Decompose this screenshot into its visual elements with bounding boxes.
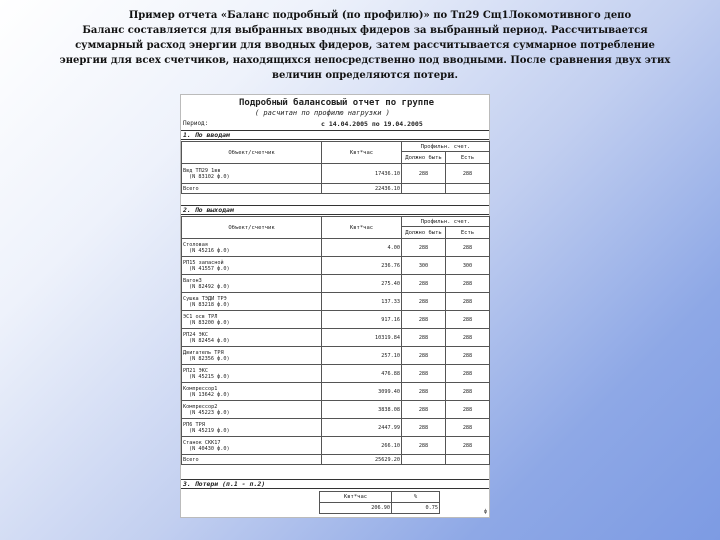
header-should: Должно быть	[402, 227, 446, 239]
report-subtitle: ( расчитан по профилю нагрузки )	[255, 109, 390, 117]
actual-value: 288	[446, 164, 490, 184]
header-profiles: Профильн. счет.	[402, 217, 490, 227]
kwh-value: 2447.99	[322, 419, 402, 437]
should-value: 288	[402, 383, 446, 401]
kwh-value: 3099.40	[322, 383, 402, 401]
object-name: РП21 ЭКС	[183, 367, 208, 374]
section-outputs-heading: 2. По выходам	[181, 205, 489, 215]
corner-mark: ф	[483, 509, 487, 515]
meter-id: (N 82356 ф.0)	[189, 355, 230, 362]
should-value: 288	[402, 164, 446, 184]
actual-value: 288	[446, 383, 490, 401]
meter-id: (N 83200 ф.0)	[189, 319, 230, 326]
header-profiles: Профильн. счет.	[402, 142, 490, 152]
kwh-value: 4.00	[322, 239, 402, 257]
actual-value: 300	[446, 257, 490, 275]
kwh-value: 917.16	[322, 311, 402, 329]
meter-id: (N 45216 ф.0)	[189, 247, 230, 254]
object-name: Ввд ТП29 1вв	[183, 167, 221, 174]
kwh-value: 236.76	[322, 257, 402, 275]
table-row	[182, 437, 490, 455]
meter-id: (N 83218 ф.0)	[189, 301, 230, 308]
kwh-value: 17436.10	[322, 164, 402, 184]
losses-table	[319, 491, 440, 514]
meter-id: (N 82454 ф.0)	[189, 337, 230, 344]
losses-kwh-value: 206.90	[320, 503, 392, 514]
should-value: 288	[402, 401, 446, 419]
object-name: РП6 ТРЯ	[183, 421, 205, 428]
actual-value: 288	[446, 311, 490, 329]
kwh-value: 10319.84	[322, 329, 402, 347]
should-value: 288	[402, 347, 446, 365]
total-label: Всего	[182, 184, 322, 194]
should-value: 288	[402, 239, 446, 257]
slide-description: Баланс составляется для выбранных вводных фидеров за выбранный период. Рассчитывается суммарный расход энергии для вводных фидеров, затем рассчитывается суммарное потребление энергии для всех счетчиков, находящихся непосредственно под вводными. После сравнения двух этих величин определяются потери.	[59, 25, 671, 81]
outputs-table	[181, 216, 490, 465]
header-kwh: Квт*час	[322, 217, 402, 239]
table-row	[182, 401, 490, 419]
actual-value: 288	[446, 365, 490, 383]
section-losses-heading: 3. Потери (п.1 - п.2)	[181, 479, 489, 489]
kwh-value: 257.10	[322, 347, 402, 365]
meter-id: (N 45219 ф.0)	[189, 427, 230, 434]
kwh-value: 266.10	[322, 437, 402, 455]
kwh-value: 476.88	[322, 365, 402, 383]
actual-value: 288	[446, 293, 490, 311]
period-value: с 14.04.2005 по 19.04.2005	[321, 120, 423, 128]
header-actual: Есть	[446, 227, 490, 239]
total-row	[182, 455, 490, 465]
header-actual: Есть	[446, 152, 490, 164]
meter-id: (N 83102 ф.0)	[189, 173, 230, 180]
meter-id: (N 40430 ф.0)	[189, 445, 230, 452]
report-title: Подробный балансовый отчет по группе	[239, 98, 435, 108]
period-label: Период:	[183, 120, 209, 127]
should-value: 288	[402, 365, 446, 383]
kwh-value: 3838.08	[322, 401, 402, 419]
actual-value: 288	[446, 275, 490, 293]
total-value: 25629.20	[322, 455, 402, 465]
should-value: 288	[402, 293, 446, 311]
total-row	[182, 184, 490, 194]
actual-value: 288	[446, 329, 490, 347]
table-row	[182, 365, 490, 383]
actual-value: 288	[446, 239, 490, 257]
slide-text	[0, 8, 720, 83]
object-name: Двигатель ТРЯ	[183, 349, 224, 356]
table-row	[182, 329, 490, 347]
actual-value: 288	[446, 419, 490, 437]
should-value: 288	[402, 419, 446, 437]
object-name: ЭС1 осв ТРЛ	[183, 313, 218, 320]
meter-id: (N 82492 ф.0)	[189, 283, 230, 290]
header-object: Объект/счетчик	[182, 217, 322, 239]
actual-value: 288	[446, 437, 490, 455]
object-name: РП15 запасной	[183, 259, 224, 266]
meter-id: (N 13642 ф.0)	[189, 391, 230, 398]
losses-pct-value: 0.75	[392, 503, 440, 514]
table-row	[182, 311, 490, 329]
header-should: Должно быть	[402, 152, 446, 164]
table-row	[182, 257, 490, 275]
meter-id: (N 41557 ф.0)	[189, 265, 230, 272]
table-row	[182, 275, 490, 293]
slide-title: Пример отчета «Баланс подробный (по профилю)» по Тп29 Сщ1Локомотивного депо	[128, 10, 632, 21]
object-name: Станок СКК17	[183, 439, 221, 446]
losses-pct-header: %	[392, 492, 440, 503]
losses-kwh-header: Квт*час	[320, 492, 392, 503]
should-value: 300	[402, 257, 446, 275]
table-row	[182, 347, 490, 365]
report-scan	[180, 94, 490, 518]
header-kwh: Квт*час	[322, 142, 402, 164]
meter-id: (N 45223 ф.0)	[189, 409, 230, 416]
should-value: 288	[402, 275, 446, 293]
table-row	[182, 239, 490, 257]
should-value: 288	[402, 329, 446, 347]
actual-value: 288	[446, 401, 490, 419]
kwh-value: 275.40	[322, 275, 402, 293]
total-value: 22436.10	[322, 184, 402, 194]
table-row	[182, 383, 490, 401]
kwh-value: 137.33	[322, 293, 402, 311]
object-name: Столовая	[183, 241, 208, 248]
table-row	[182, 293, 490, 311]
object-name: Вагон3	[183, 277, 202, 284]
section-inputs-heading: 1. По вводам	[181, 130, 489, 140]
object-name: Компрессор2	[183, 403, 218, 410]
should-value: 288	[402, 311, 446, 329]
inputs-table	[181, 141, 490, 194]
header-object: Объект/счетчик	[182, 142, 322, 164]
actual-value: 288	[446, 347, 490, 365]
table-row	[182, 419, 490, 437]
object-name: РП24 ЭКС	[183, 331, 208, 338]
table-row	[182, 164, 490, 184]
should-value: 288	[402, 437, 446, 455]
object-name: Сушка ТЭДИ ТРЭ	[183, 295, 227, 302]
total-label: Всего	[182, 455, 322, 465]
meter-id: (N 45215 ф.0)	[189, 373, 230, 380]
object-name: Компрессор1	[183, 385, 218, 392]
